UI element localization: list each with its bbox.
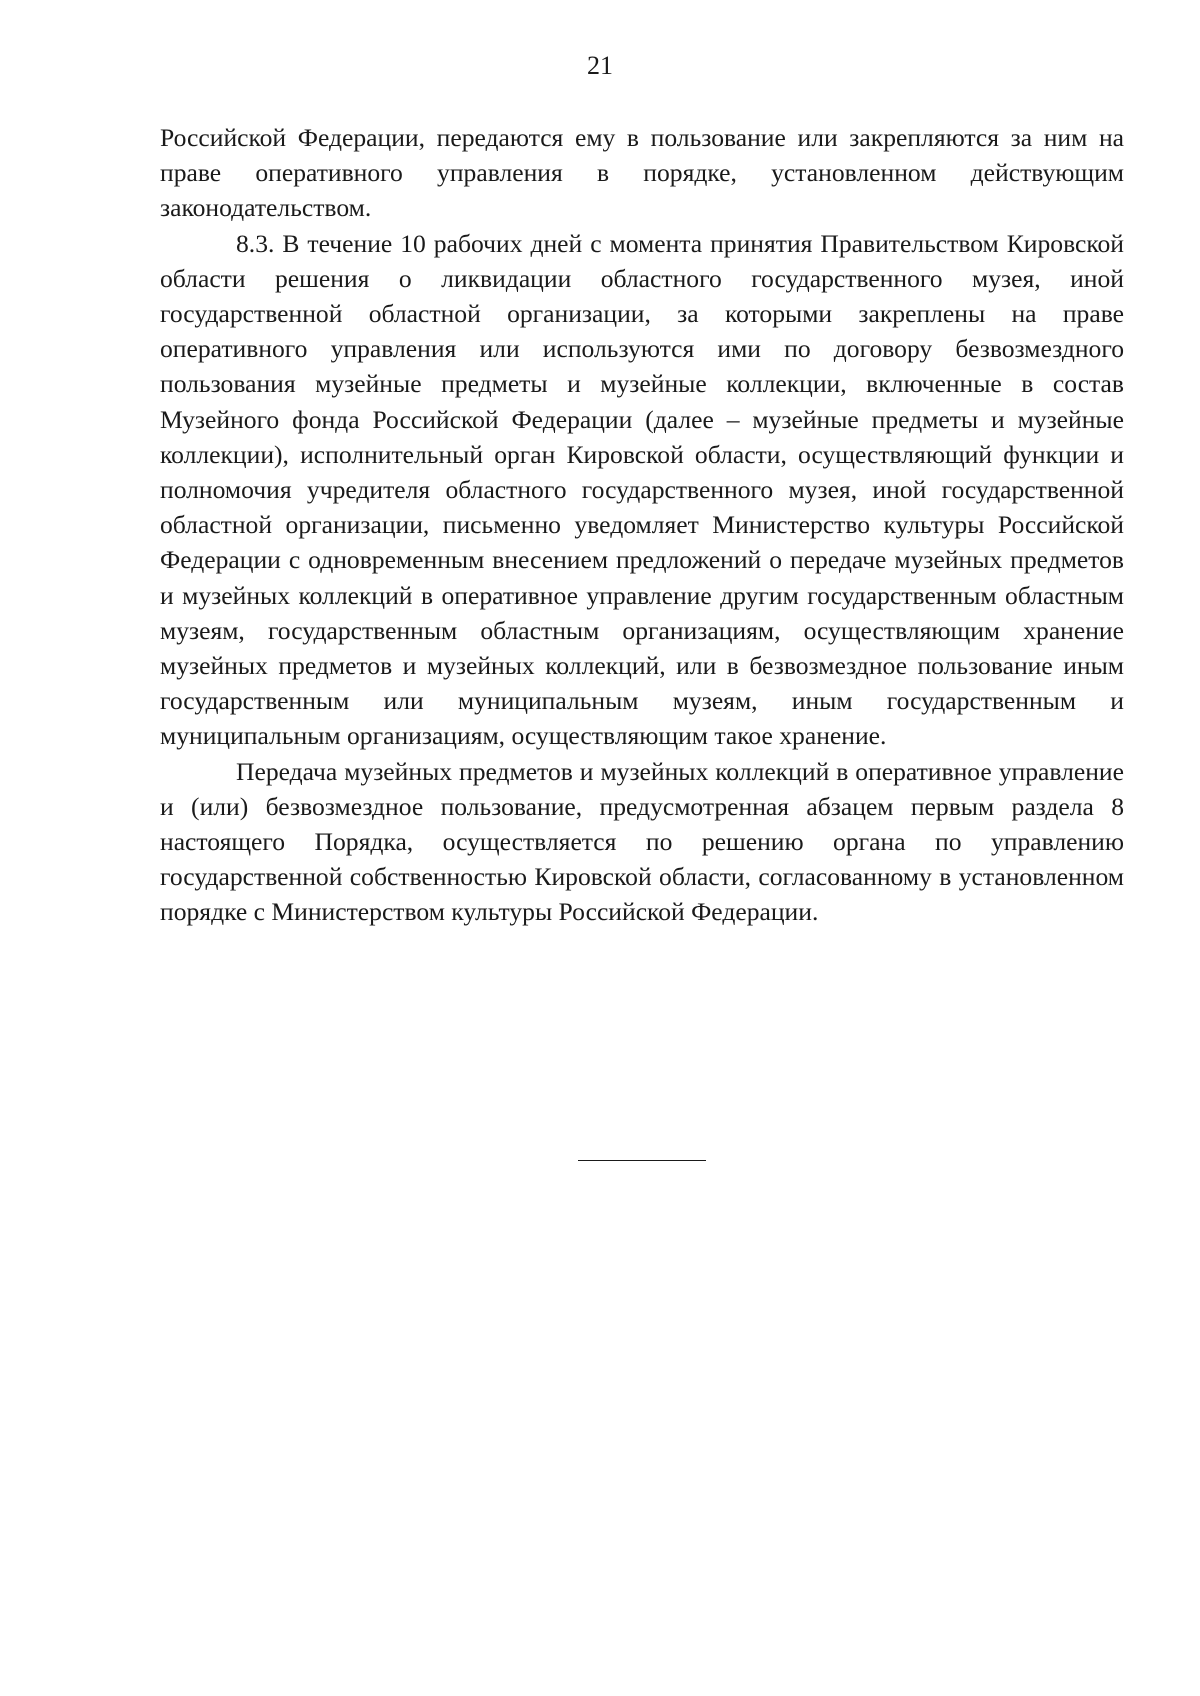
paragraph-section-8-3: 8.3. В течение 10 рабочих дней с момента принятия Правительством Кировской области решения о ликвидации областного государственного музея, иной государственной областной организации, за которыми закреплены на праве оперативного управления или используются ими по договору безвозмездного пользования музейные предметы и музейные коллекции, включенные в состав Музейного фонда Российской Федерации (далее – музейные предметы и музейные коллекции), исполнительный орган Кировской области, осуществляющий функции и полномочия учредителя областного государственного музея, иной государственной областной организации, письменно уведомляет Министерство культуры Российской Федерации с одновременным внесением предложений о передаче музейных предметов и музейных коллекций в оперативное управление другим государственным областным музеям, государственным областным организациям, осуществляющим хранение музейных предметов и музейных коллекций, или в безвозмездное пользование иным государственным или муниципальным музеям, иным государственным и муниципальным организациям, осуществляющим такое хранение. <box>160 228 1124 751</box>
page-number: 21 <box>587 51 613 80</box>
end-of-document-rule <box>578 1160 706 1161</box>
paragraph-continuation: Российской Федерации, передаются ему в пользование или закрепляются за ним на праве оперативного управления в порядке, установленном действующим законодательством. <box>160 123 1124 223</box>
paragraph-transfer-decision: Передача музейных предметов и музейных коллекций в оперативное управление и (или) безвозмездное пользование, предусмотренная абзацем первым раздела 8 настоящего Порядка, осуществляется по решению органа по управлению государственной собственностью Кировской области, согласованному в установленном порядке с Министерством культуры Российской Федерации. <box>160 756 1124 927</box>
document-body <box>160 120 1124 930</box>
